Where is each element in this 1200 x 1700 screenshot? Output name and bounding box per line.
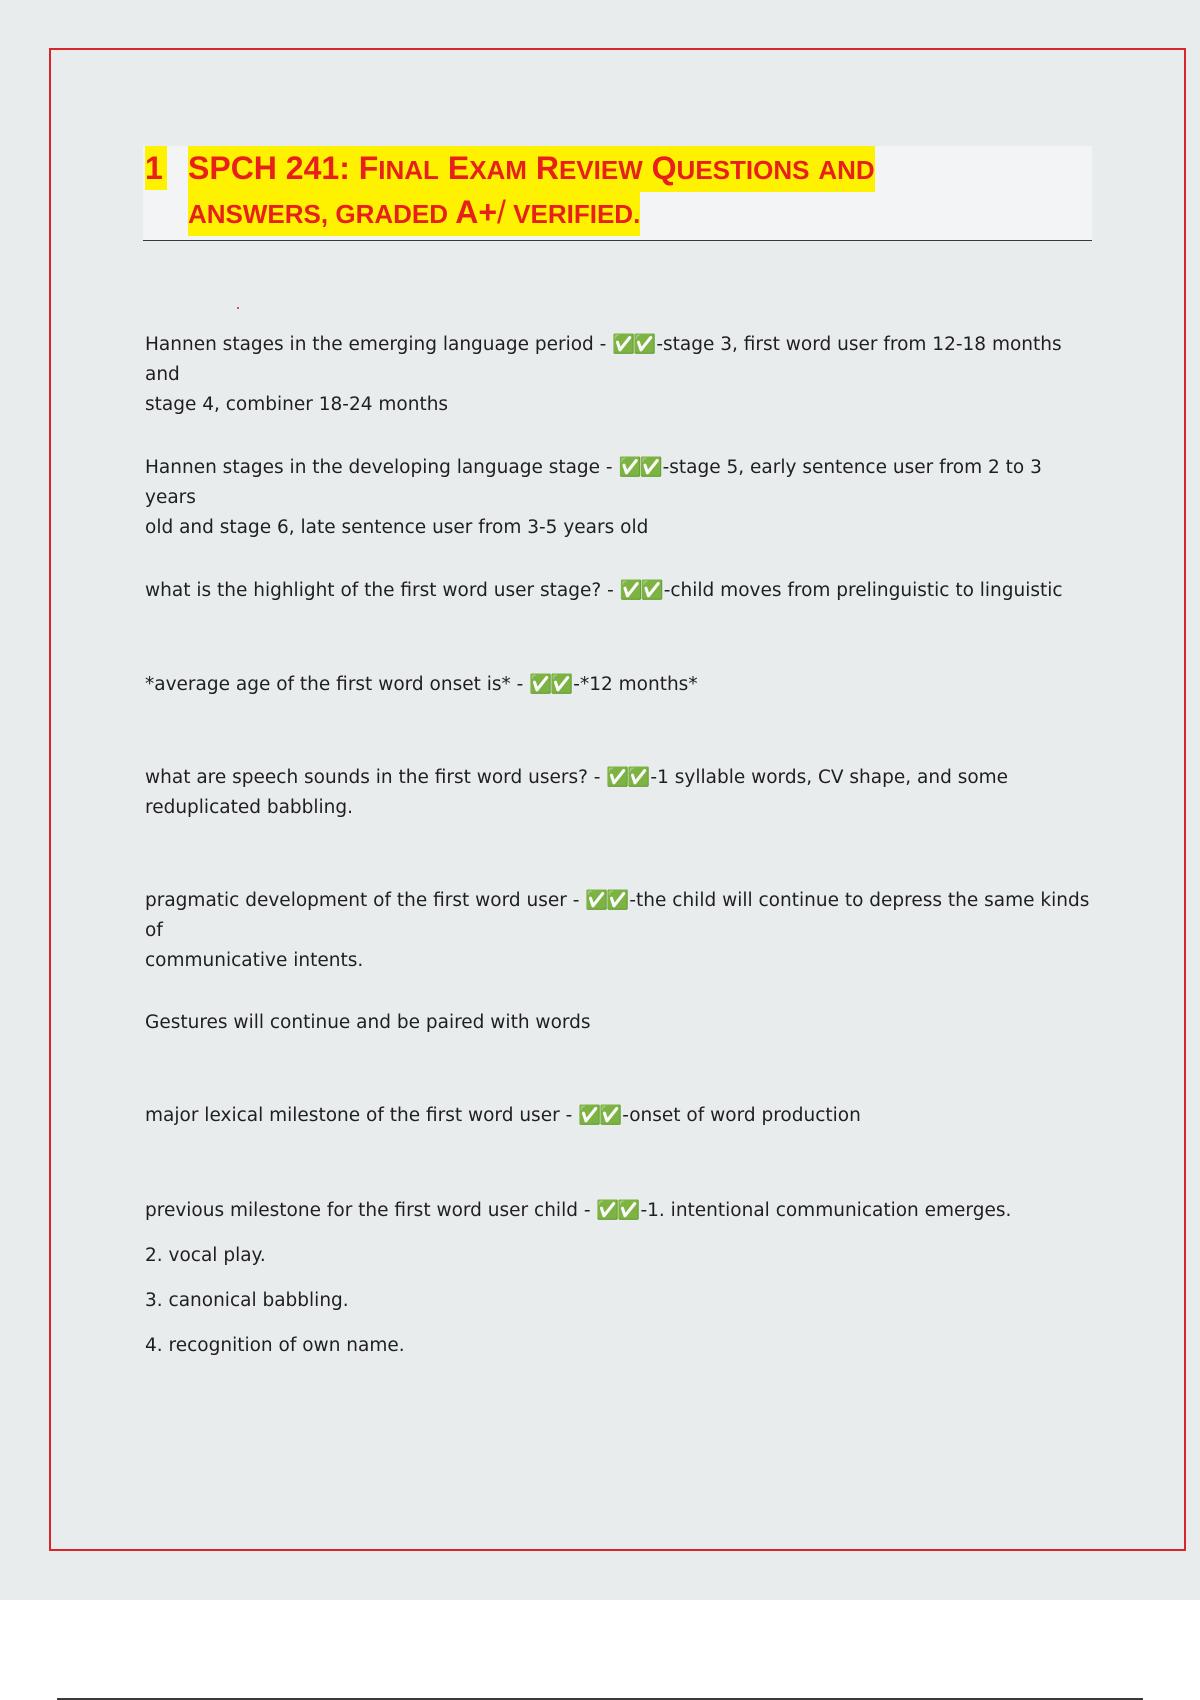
heading-f: F: [358, 150, 379, 186]
answer-continuation: communicative intents.: [145, 950, 364, 971]
question-text: pragmatic development of the first word user -: [145, 890, 586, 911]
stray-red-dot: [237, 307, 239, 309]
qa-entry-8: [145, 1101, 1095, 1131]
double-check-icon: ✅✅: [578, 1105, 621, 1126]
heading-eview: EVIEW: [558, 155, 643, 185]
qa-entry-5: [145, 763, 1095, 823]
qa-entry-2: [145, 453, 1095, 543]
question-text: Hannen stages in the emerging language period -: [145, 334, 613, 355]
double-check-icon: ✅✅: [606, 767, 649, 788]
heading-q: Q: [651, 150, 677, 186]
heading-colon: :: [339, 150, 350, 186]
qa-entry-9: [145, 1196, 1095, 1226]
answer-continuation: stage 4, combiner 18-24 months: [145, 394, 449, 415]
answer-text: -1 syllable words, CV shape, and some: [650, 767, 1009, 788]
question-text: Hannen stages in the developing language stage -: [145, 457, 619, 478]
heading-and: AND: [818, 155, 875, 185]
answer-continuation: reduplicated babbling.: [145, 797, 354, 818]
qa-entry-7: [145, 1008, 1095, 1038]
double-check-icon: ✅✅: [529, 674, 572, 695]
heading-grade: A+: [455, 194, 498, 230]
heading-slash: /: [497, 194, 506, 230]
heading-answers-graded: ANSWERS, GRADED: [188, 199, 456, 229]
heading-course-code: SPCH 241: [188, 150, 340, 186]
double-check-icon: ✅✅: [619, 580, 662, 601]
qa-entry-3: [145, 576, 1095, 606]
heading-e: E: [447, 150, 470, 186]
answer-text: -the child will continue to depress the same kinds of: [145, 890, 1090, 941]
answer-continuation: old and stage 6, late sentence user from 3-5 years old: [145, 517, 649, 538]
answer-text: -stage 5, early sentence user from 2 to 3 years: [145, 457, 1042, 508]
statement-text: Gestures will continue and be paired with words: [145, 1012, 591, 1033]
list-item: 3. canonical babbling.: [145, 1290, 349, 1311]
heading-line-1: [188, 146, 875, 192]
heading-xam: XAM: [469, 155, 527, 185]
heading-number: 1: [145, 146, 167, 190]
double-check-icon: ✅✅: [585, 890, 628, 911]
double-check-icon: ✅✅: [612, 334, 655, 355]
qa-entry-4: [145, 670, 1095, 700]
heading-line-2: [188, 190, 640, 236]
question-text: major lexical milestone of the first word user -: [145, 1105, 579, 1126]
double-check-icon: ✅✅: [618, 457, 661, 478]
question-text: what are speech sounds in the first word users? -: [145, 767, 607, 788]
heading-verified: VERIFIED.: [505, 199, 641, 229]
qa-entry-6: [145, 886, 1095, 976]
question-text: *average age of the first word onset is* -: [145, 674, 530, 695]
list-item: 2. vocal play.: [145, 1245, 266, 1266]
answer-text: -1. intentional communication emerges.: [640, 1200, 1012, 1221]
answer-text: -stage 3, first word user from 12-18 months and: [145, 334, 1062, 385]
answer-text: -*12 months*: [573, 674, 698, 695]
answer-text: -onset of word production: [622, 1105, 861, 1126]
answer-text: -child moves from prelinguistic to linguistic: [663, 580, 1063, 601]
heading-r: R: [535, 150, 559, 186]
question-text: what is the highlight of the first word user stage? -: [145, 580, 620, 601]
list-item: 4. recognition of own name.: [145, 1335, 405, 1356]
heading-inal: INAL: [378, 155, 439, 185]
double-check-icon: ✅✅: [596, 1200, 639, 1221]
heading-uestions: UESTIONS: [676, 155, 810, 185]
qa-entry-1: [145, 330, 1095, 420]
question-text: previous milestone for the first word user child -: [145, 1200, 597, 1221]
